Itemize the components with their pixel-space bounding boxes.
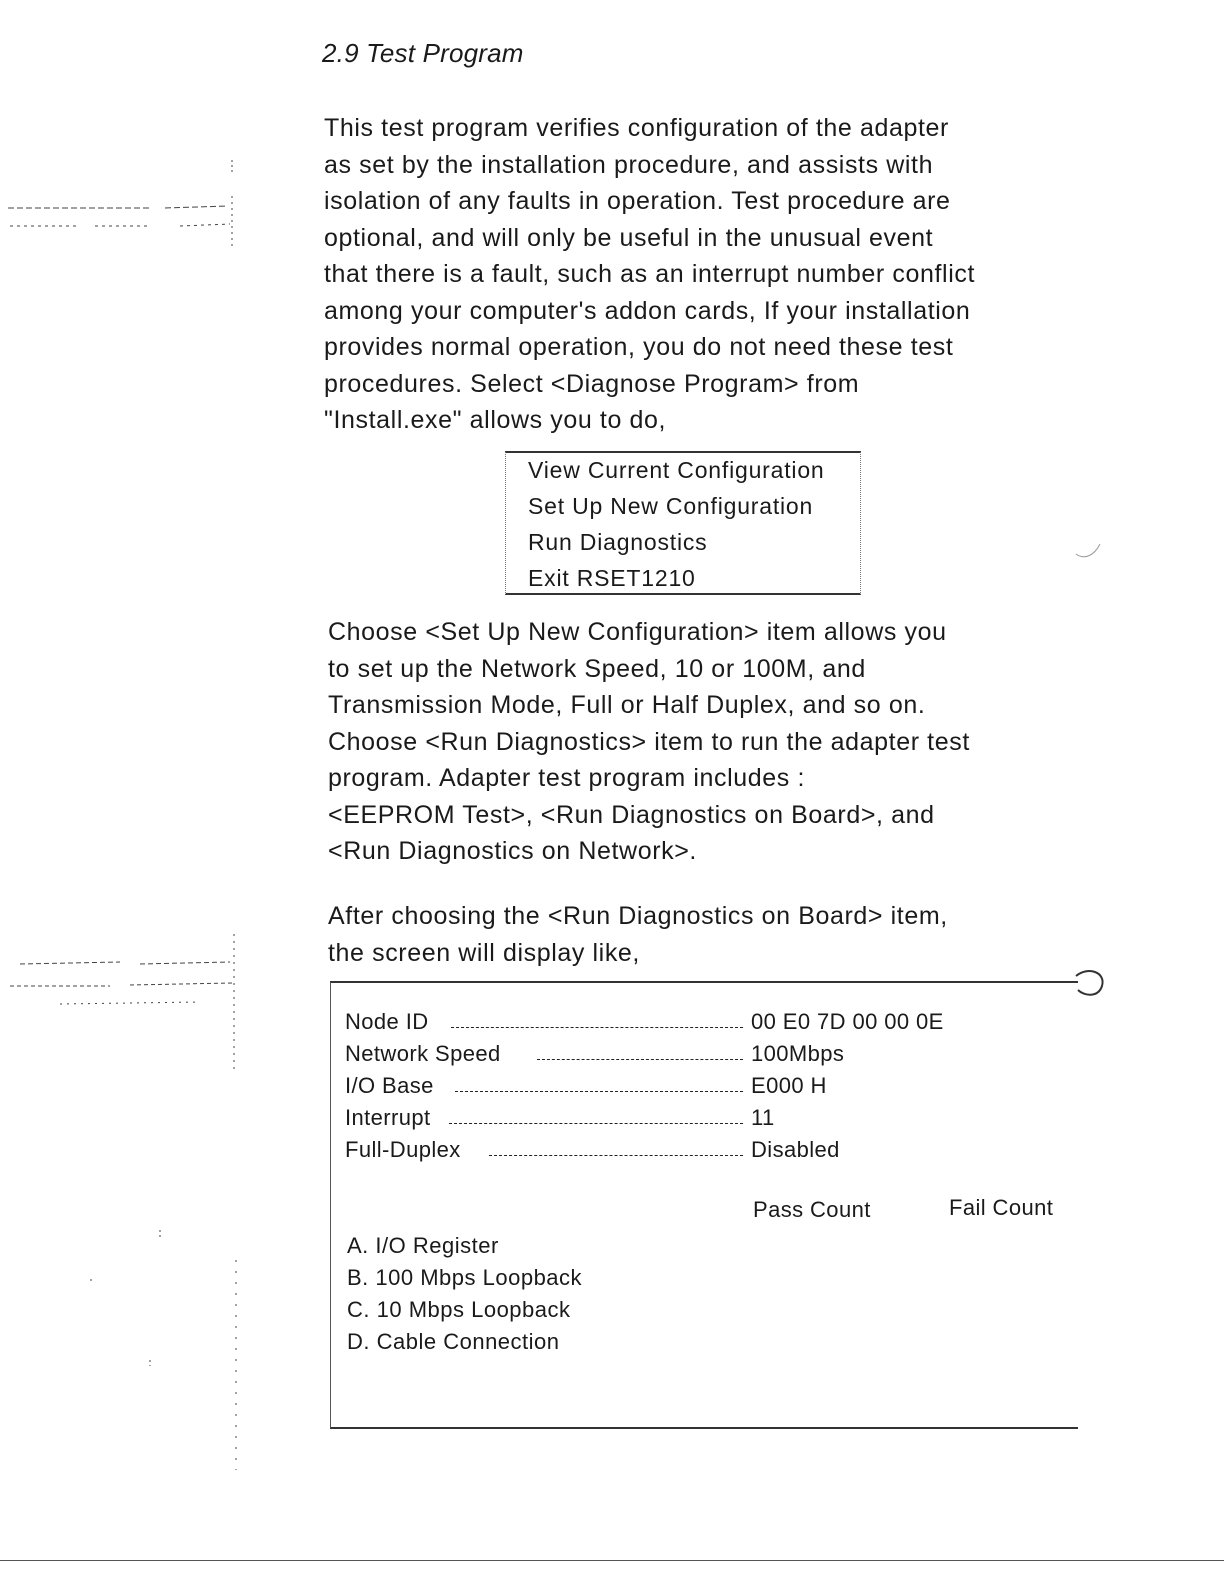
menu-item-view-config: View Current Configuration [528, 457, 825, 483]
leader-dashes [537, 1059, 743, 1060]
text-line: Choose <Set Up New Configuration> item allows you [328, 618, 947, 646]
scan-mark-circle [1060, 960, 1120, 1020]
config-value: 00 E0 7D 00 00 0E [751, 1009, 944, 1034]
text-line: program. Adapter test program includes : [328, 764, 806, 792]
menu-item-exit: Exit RSET1210 [528, 565, 696, 591]
leader-dashes [489, 1155, 743, 1156]
page-bottom-rule [0, 1560, 1224, 1561]
config-label: I/O Base [345, 1073, 434, 1098]
config-value: 11 [751, 1105, 775, 1130]
text-line: Transmission Mode, Full or Half Duplex, and so on. [328, 691, 926, 719]
config-label: Interrupt [345, 1105, 431, 1130]
text-line: <Run Diagnostics on Network>. [328, 837, 697, 865]
leader-dashes [451, 1027, 743, 1028]
diagnose-menu [505, 451, 861, 595]
scan-mark-smudge [1070, 536, 1110, 566]
menu-item-run-diagnostics: Run Diagnostics [528, 529, 708, 555]
test-item-cable-connection: D. Cable Connection [347, 1329, 560, 1354]
text-line: that there is a fault, such as an interrupt number conflict [324, 260, 976, 288]
fail-count-header: Fail Count [949, 1195, 1054, 1220]
text-line: among your computer's addon cards, If your installation [324, 296, 971, 325]
config-label: Network Speed [345, 1041, 501, 1066]
section-title: 2.9 Test Program [322, 38, 524, 68]
text-line: optional, and will only be useful in the unusual event [324, 223, 934, 252]
intro-paragraph [324, 110, 975, 439]
text-line: provides normal operation, you do not need these test [324, 333, 954, 361]
text-line: isolation of any faults in operation. Test procedure are [324, 187, 951, 215]
text-line: as set by the installation procedure, and assists with [324, 150, 934, 179]
text-line: After choosing the <Run Diagnostics on Board> item, [328, 902, 948, 930]
text-line: This test program verifies configuration of the adapter [324, 114, 949, 142]
leader-dashes [455, 1091, 743, 1092]
diagnostic-screen [330, 981, 1078, 1429]
menu-item-setup-config: Set Up New Configuration [528, 493, 814, 519]
leader-dashes [449, 1123, 743, 1124]
text-line: the screen will display like, [328, 938, 640, 967]
config-value: 100Mbps [751, 1041, 845, 1066]
text-line: procedures. Select <Diagnose Program> from [324, 369, 860, 398]
config-label: Node ID [345, 1009, 429, 1034]
margin-scan-marks [0, 0, 260, 1584]
test-item-io-register: A. I/O Register [347, 1233, 499, 1258]
text-line: to set up the Network Speed, 10 or 100M, and [328, 654, 866, 683]
setup-paragraph [328, 614, 970, 870]
pass-count-header: Pass Count [753, 1197, 871, 1222]
text-line: "Install.exe" allows you to do, [324, 406, 667, 434]
board-paragraph [328, 898, 948, 971]
text-line: Choose <Run Diagnostics> item to run the adapter test [328, 727, 970, 756]
config-value: E000 H [751, 1073, 827, 1098]
test-item-10mbps-loopback: C. 10 Mbps Loopback [347, 1297, 571, 1322]
config-label: Full-Duplex [345, 1137, 461, 1162]
config-value: Disabled [751, 1137, 840, 1162]
text-line: <EEPROM Test>, <Run Diagnostics on Board>, and [328, 800, 935, 829]
test-item-100mbps-loopback: B. 100 Mbps Loopback [347, 1265, 583, 1290]
